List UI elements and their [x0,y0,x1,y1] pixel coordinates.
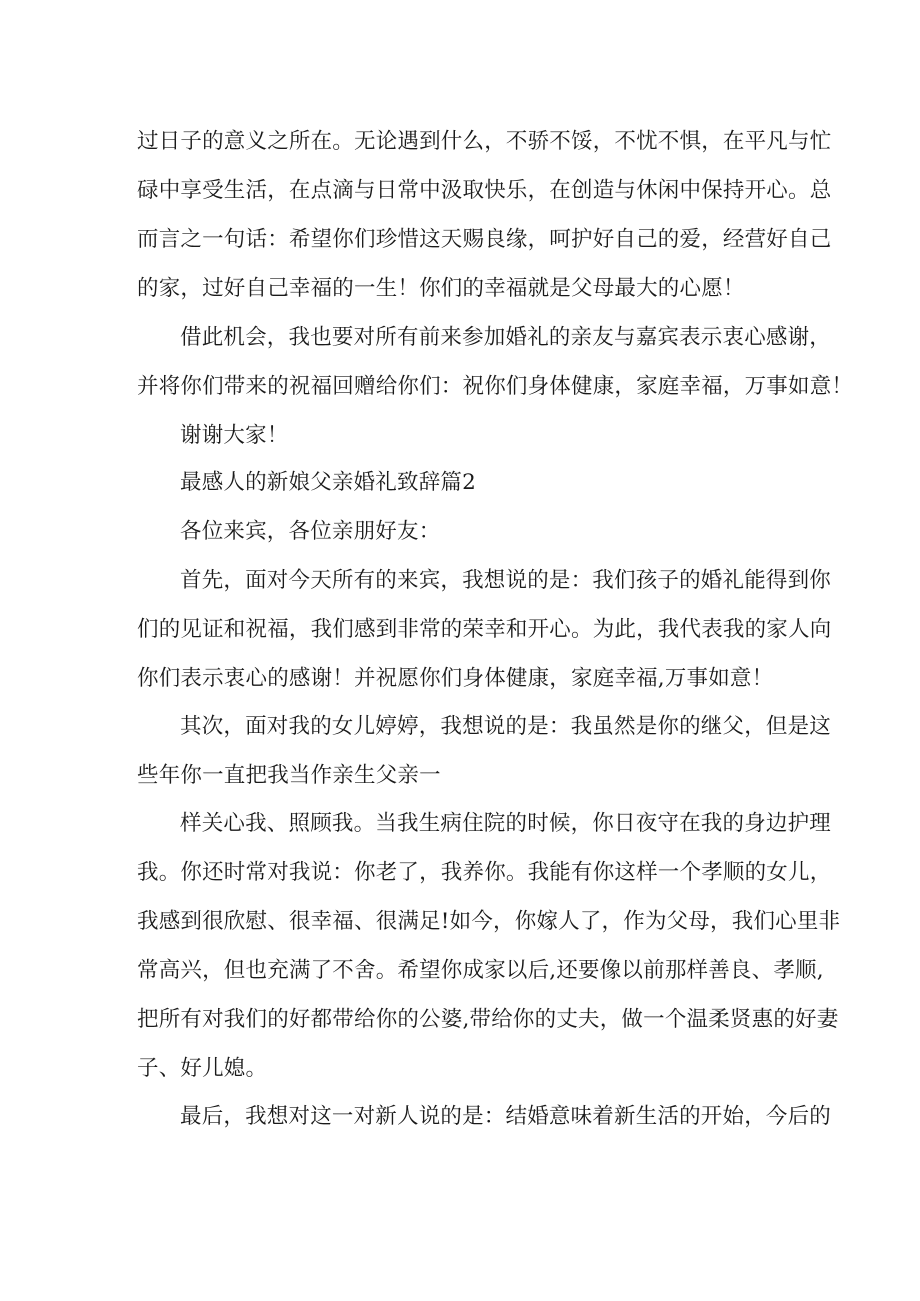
text-line-7: 谢谢大家！ [180,423,289,448]
text-line-12: 你们表示衷心的感谢！并祝愿你们身体健康，家庭幸福,万事如意！ [137,666,774,691]
text-line-11: 们的见证和祝福，我们感到非常的荣幸和开心。为此，我代表我的家人向 [137,617,832,642]
text-line-19: 把所有对我们的好都带给你的公婆,带给你的丈夫，做一个温柔贤惠的好妻 [137,1007,839,1032]
text-line-14: 些年你一直把我当作亲生父亲一 [137,763,441,788]
text-line-1: 过日子的意义之所在。无论遇到什么，不骄不馁，不忧不惧，在平凡与忙 [137,129,832,154]
text-line-20: 子、好儿媳。 [137,1056,268,1081]
text-line-4: 的家，过好自己幸福的一生！你们的幸福就是父母最大的心愿！ [137,276,745,301]
text-line-21: 最后，我想对这一对新人说的是：结婚意味着新生活的开始，今后的 [180,1104,832,1129]
text-line-9: 各位来宾，各位亲朋好友： [180,519,441,544]
text-line-6: 并将你们带来的祝福回赠给你们：祝你们身体健康，家庭幸福，万事如意！ [137,374,854,399]
text-line-16: 我。你还时常对我说：你老了，我养你。我能有你这样一个孝顺的女儿， [137,860,832,885]
text-line-3: 而言之一句话：希望你们珍惜这天赐良缘，呵护好自己的爱，经营好自己 [137,227,832,252]
text-line-18: 常高兴，但也充满了不舍。希望你成家以后,还要像以前那样善良、孝顺, [137,958,824,983]
text-line-15: 样关心我、照顾我。当我生病住院的时候，你日夜守在我的身边护理 [180,811,832,836]
text-line-17: 我感到很欣慰、很幸福、很满足!如今，你嫁人了，作为父母，我们心里非 [137,909,841,934]
text-line-13: 其次，面对我的女儿婷婷，我想说的是：我虽然是你的继父，但是这 [180,714,832,739]
section-heading: 最感人的新娘父亲婚礼致辞篇2 [180,470,476,495]
text-line-2: 碌中享受生活，在点滴与日常中汲取快乐，在创造与休闲中保持开心。总 [137,178,832,203]
text-line-5: 借此机会，我也要对所有前来参加婚礼的亲友与嘉宾表示衷心感谢， [180,325,832,350]
text-line-10: 首先，面对今天所有的来宾，我想说的是：我们孩子的婚礼能得到你 [180,568,832,593]
